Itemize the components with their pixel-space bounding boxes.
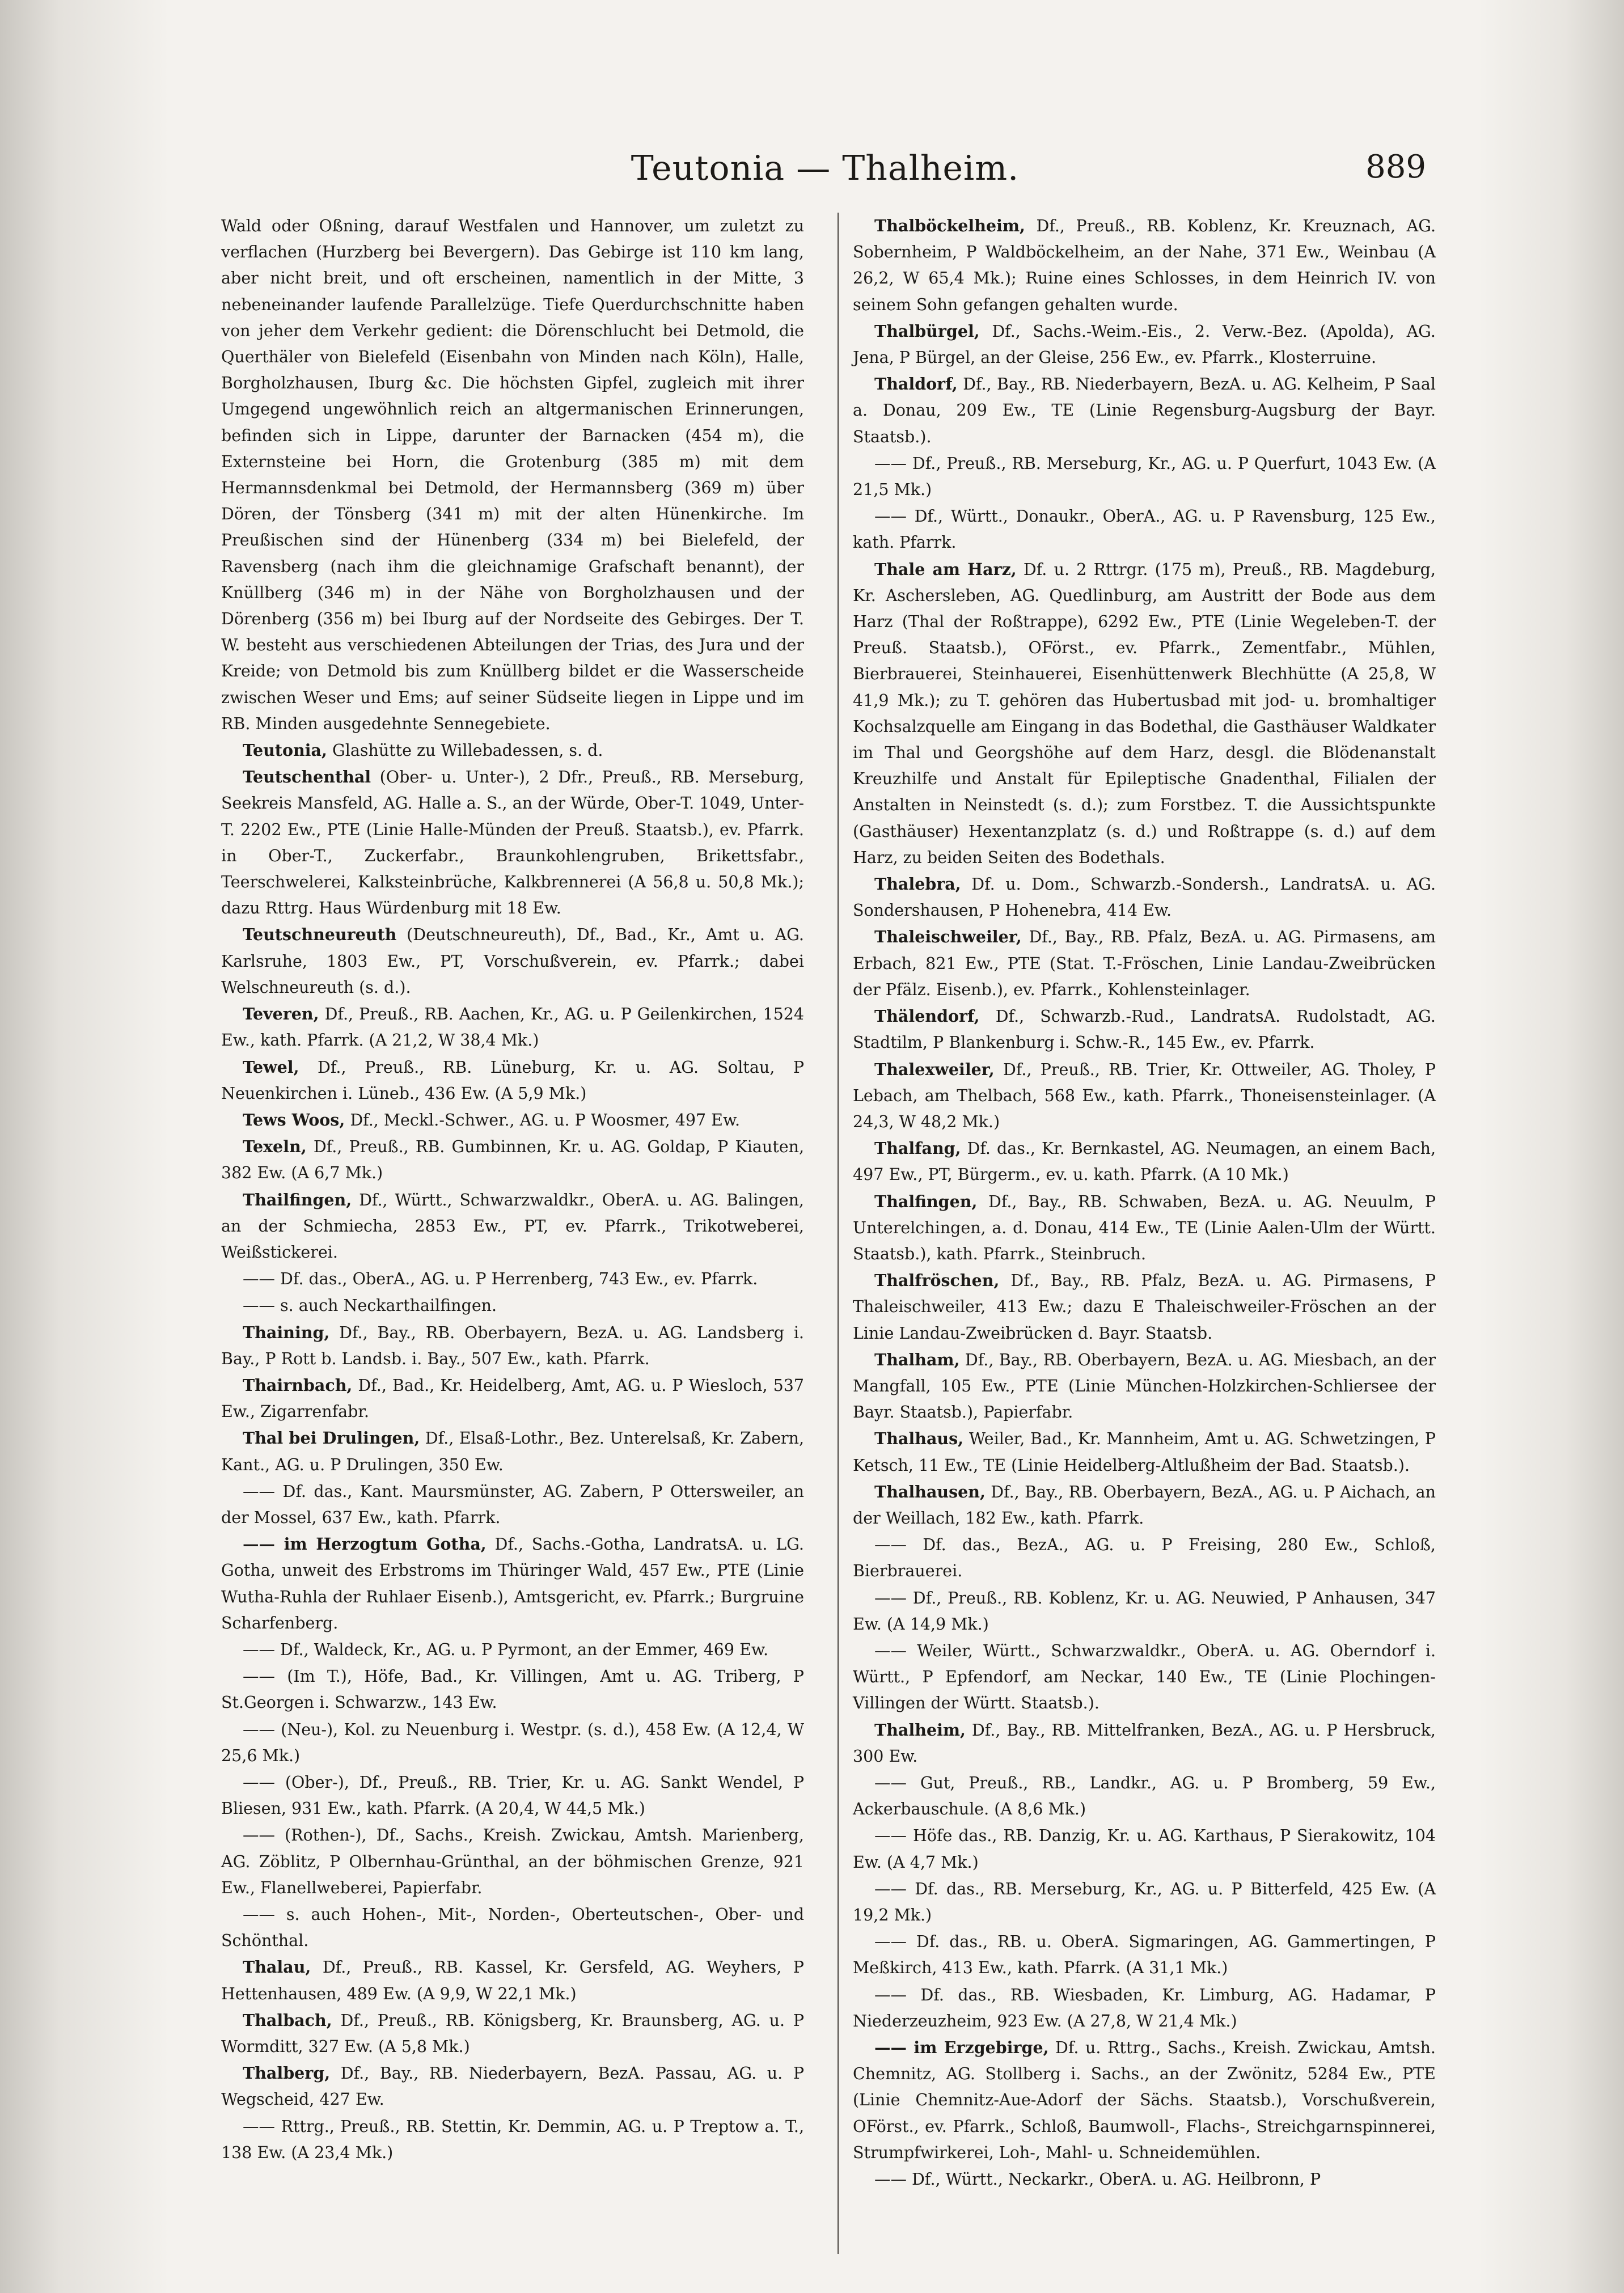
page-title: Teutonia — Thalheim. bbox=[631, 149, 1020, 188]
right-column bbox=[853, 213, 1436, 2193]
entry-headword: Thalhaus, bbox=[874, 1429, 964, 1449]
dictionary-entry bbox=[853, 1928, 1436, 1981]
entry-headword: Thaining, bbox=[243, 1322, 330, 1342]
entry-headword: Thalfang, bbox=[874, 1139, 961, 1158]
entry-headword: Thailfingen, bbox=[243, 1190, 352, 1209]
entry-text: Df. u. 2 Rttrgr. (175 m), Preuß., RB. Magdeburg, Kr. Aschersleben, AG. Quedlinburg, am Austritt der Bode aus dem Harz (Thal der Roßtrappe), 6292 Ew., PTE (Linie Wegeleben-T. der Preuß. Staatsb.), OFörst., ev. Pfarrk., Zementfabr., Mühlen, Bierbrauerei, Steinhauerei, Eisenhüttenwerk Blechhütte (A 25,8, W 41,9 Mk.); zu T. gehören das Hubertusbad mit jod- u. bromhaltiger Kochsalzquelle am Eingang in das Bodethal, die Gasthäuser Waldkater im Thal und Georgshöhe auf dem Harz, desgl. die Blödenanstalt Kreuzhilfe und Anstalt für Epileptische Gnadenthal, Filialen der Anstalten in Neinstedt (s. d.); zum Forstbez. T. die Aussichtspunkte (Gasthäuser) Hexentanzplatz (s. d.) und Roßtrappe (s. d.) auf dem Harz, zu beiden Seiten des Bodethals. bbox=[853, 560, 1436, 867]
dictionary-entry bbox=[853, 213, 1436, 318]
entry-headword: —— im Herzogtum Gotha, bbox=[243, 1534, 487, 1554]
scan-edge-left bbox=[0, 0, 170, 2293]
entry-text: —— s. auch Hohen-, Mit-, Norden-, Oberteutschen-, Ober- und Schönthal. bbox=[221, 1905, 804, 1951]
entry-text: Df., Bay., RB. Oberbayern, BezA. u. AG. Miesbach, an der Mangfall, 105 Ew., PTE (Linie München-Holzkirchen-Schliersee der Bayr. Staatsb.), Papierfabr. bbox=[853, 1350, 1436, 1422]
entry-text: Df., Preuß., RB. Koblenz, Kr. Kreuznach, AG. Sobernheim, P Waldböckelheim, an der Nahe, 371 Ew., Weinbau (A 26,2, W 65,4 Mk.); Ruine eines Schlosses, in dem Heinrich IV. von seinem Sohn gefangen gehalten wurde. bbox=[853, 217, 1436, 314]
entry-text: Df., Preuß., RB. Lüneburg, Kr. u. AG. Soltau, P Neuenkirchen i. Lüneb., 436 Ew. (A 5,9 Mk.) bbox=[221, 1057, 804, 1103]
entry-headword: Thairnbach, bbox=[243, 1375, 353, 1395]
entry-headword: Thalberg, bbox=[243, 2063, 331, 2083]
dictionary-entry bbox=[853, 1056, 1436, 1136]
entry-headword: Texeln, bbox=[243, 1137, 307, 1157]
entry-text: —— Gut, Preuß., RB., Landkr., AG. u. P Bromberg, 59 Ew., Ackerbauschule. (A 8,6 Mk.) bbox=[853, 1773, 1436, 1819]
entry-text: Df., Sachs.-Gotha, LandratsA. u. LG. Gotha, unweit des Erbstroms im Thüringer Wald, 457 Ew., PTE (Linie Wutha-Ruhla der Ruhlaer Eisenb.), Amtsgericht, ev. Pfarrk.; Burgruine Scharfenberg. bbox=[221, 1535, 804, 1632]
dictionary-entry bbox=[853, 1770, 1436, 1822]
entry-text: Df., Meckl.-Schwer., AG. u. P Woosmer, 497 Ew. bbox=[350, 1110, 741, 1129]
dictionary-entry bbox=[221, 1901, 804, 1954]
entry-text: —— Höfe das., RB. Danzig, Kr. u. AG. Karthaus, P Sierakowitz, 104 Ew. (A 4,7 Mk.) bbox=[853, 1826, 1436, 1872]
dictionary-entry bbox=[853, 1425, 1436, 1478]
dictionary-entry bbox=[221, 213, 804, 737]
dictionary-entry bbox=[853, 1347, 1436, 1426]
dictionary-entry bbox=[221, 1266, 804, 1292]
dictionary-entry bbox=[853, 1585, 1436, 1638]
dictionary-entry bbox=[853, 871, 1436, 924]
dictionary-entry bbox=[221, 921, 804, 1001]
entry-headword: Thale am Harz, bbox=[874, 559, 1017, 579]
entry-headword: Thalau, bbox=[243, 1957, 311, 1977]
dictionary-entry bbox=[221, 1292, 804, 1319]
entry-headword: Thalbürgel, bbox=[874, 321, 980, 341]
entry-headword: Thalbach, bbox=[243, 2010, 332, 2030]
entry-text: Df., Preuß., RB. Trier, Kr. Ottweiler, AG. Tholey, P Lebach, am Thelbach, 568 Ew., kath. Pfarrk., Thoneisensteinlager. (A 24,3, W 48,2 Mk.) bbox=[853, 1060, 1436, 1131]
entry-headword: Thaleischweiler, bbox=[874, 927, 1022, 947]
dictionary-entry bbox=[853, 503, 1436, 556]
entry-text: —— Df. das., OberA., AG. u. P Herrenberg, 743 Ew., ev. Pfarrk. bbox=[243, 1270, 758, 1289]
dictionary-entry bbox=[221, 1187, 804, 1266]
entry-text: Df., Bay., RB. Niederbayern, BezA. u. AG. Kelheim, P Saal a. Donau, 209 Ew., TE (Linie Regensburg-Augsburg der Bayr. Staatsb.). bbox=[853, 375, 1436, 446]
entry-text: —— Weiler, Württ., Schwarzwaldkr., OberA. u. AG. Oberndorf i. Württ., P Epfendorf, am Neckar, 140 Ew., TE (Linie Plochingen-Villingen der Württ. Staatsb.). bbox=[853, 1641, 1436, 1713]
entry-headword: Teveren, bbox=[243, 1004, 319, 1024]
dictionary-entry bbox=[853, 318, 1436, 371]
entry-text: Df., Bay., RB. Niederbayern, BezA. Passau, AG. u. P Wegscheid, 427 Ew. bbox=[221, 2064, 804, 2109]
entry-headword: Tews Woos, bbox=[243, 1110, 345, 1129]
dictionary-entry bbox=[853, 2034, 1436, 2166]
dictionary-entry bbox=[221, 1054, 804, 1107]
dictionary-entry bbox=[853, 450, 1436, 503]
entry-headword: Thalham, bbox=[874, 1349, 960, 1369]
entry-text: —— Df., Waldeck, Kr., AG. u. P Pyrmont, an der Emmer, 469 Ew. bbox=[243, 1640, 769, 1659]
dictionary-entry bbox=[221, 1636, 804, 1663]
entry-text: Df. u. Rttrg., Sachs., Kreish. Zwickau, Amtsh. Chemnitz, AG. Stollberg i. Sachs., an der Zwönitz, 5284 Ew., PTE (Linie Chemnitz-Aue-Adorf der Sächs. Staatsb.), Vorschußverein, OFörst., ev. Pfarrk., Schloß, Baumwoll-, Flachs-, Streichgarnspinnerei, Strumpfwirkerei, Loh-, Mahl- u. Schneidemühlen. bbox=[853, 2038, 1436, 2162]
entry-text: Df., Preuß., RB. Königsberg, Kr. Braunsberg, AG. u. P Wormditt, 327 Ew. (A 5,8 Mk.) bbox=[221, 2011, 804, 2057]
scan-edge-right bbox=[1477, 0, 1624, 2293]
dictionary-entry bbox=[853, 1717, 1436, 1770]
entry-text: Df., Bay., RB. Pfalz, BezA. u. AG. Pirmasens, am Erbach, 821 Ew., PTE (Stat. T.-Fröschen, Linie Landau-Zweibrücken der Pfälz. Eisenb.), ev. Pfarrk., Kohlensteinlager. bbox=[853, 928, 1436, 999]
entry-text: Df., Bay., RB. Oberbayern, BezA., AG. u. P Aichach, an der Weillach, 182 Ew., kath. Pfarrk. bbox=[853, 1482, 1436, 1528]
dictionary-entry bbox=[853, 1822, 1436, 1875]
entry-text: —— Df. das., RB. u. OberA. Sigmaringen, AG. Gammertingen, P Meßkirch, 413 Ew., kath. Pfarrk. (A 31,1 Mk.) bbox=[853, 1932, 1436, 1978]
entry-text: —— (Ober-), Df., Preuß., RB. Trier, Kr. u. AG. Sankt Wendel, P Bliesen, 931 Ew., kath. Pfarrk. (A 20,4, W 44,5 Mk.) bbox=[221, 1772, 804, 1818]
entry-text: Df., Bay., RB. Pfalz, BezA. u. AG. Pirmasens, P Thaleischweiler, 413 Ew.; dazu E Thaleischweiler-Fröschen an der Linie Landau-Zweibrücken d. Bayr. Staatsb. bbox=[853, 1271, 1436, 1343]
dictionary-entry bbox=[221, 764, 804, 921]
page-header bbox=[224, 149, 1426, 194]
dictionary-entry bbox=[221, 1954, 804, 2007]
dictionary-entry bbox=[853, 1982, 1436, 2034]
dictionary-entry bbox=[221, 1372, 804, 1425]
dictionary-entry bbox=[853, 924, 1436, 1003]
entry-text: —— Df. das., BezA., AG. u. P Freising, 280 Ew., Schloß, Bierbrauerei. bbox=[853, 1535, 1436, 1581]
dictionary-entry bbox=[221, 1531, 804, 1636]
entry-text: Df., Preuß., RB. Kassel, Kr. Gersfeld, AG. Weyhers, P Hettenhausen, 489 Ew. (A 9,9, W 22,1 Mk.) bbox=[221, 1958, 804, 2003]
dictionary-entry bbox=[853, 1876, 1436, 1928]
entry-text: Df., Württ., Schwarzwaldkr., OberA. u. AG. Balingen, an der Schmiecha, 2853 Ew., PT, ev. Pfarrk., Trikotweberei, Weißstickerei. bbox=[221, 1190, 804, 1262]
entry-headword: Thal bei Drulingen, bbox=[243, 1428, 420, 1448]
entry-text: —— (Im T.), Höfe, Bad., Kr. Villingen, Amt u. AG. Triberg, P St.Georgen i. Schwarzw., 143 Ew. bbox=[221, 1667, 804, 1712]
entry-headword: —— im Erzgebirge, bbox=[874, 2038, 1049, 2058]
dictionary-entry bbox=[853, 1532, 1436, 1584]
dictionary-entry bbox=[221, 1133, 804, 1186]
entry-text: Df., Preuß., RB. Aachen, Kr., AG. u. P Geilenkirchen, 1524 Ew., kath. Pfarrk. (A 21,2, W 38,4 Mk.) bbox=[221, 1005, 805, 1050]
page-number: 889 bbox=[1365, 149, 1426, 185]
entry-headword: Thalfröschen, bbox=[874, 1271, 1000, 1291]
entry-text: —— (Neu-), Kol. zu Neuenburg i. Westpr. (s. d.), 458 Ew. (A 12,4, W 25,6 Mk.) bbox=[221, 1720, 804, 1765]
entry-text: —— s. auch Neckarthailfingen. bbox=[243, 1296, 497, 1315]
entry-text: Wald oder Oßning, darauf Westfalen und Hannover, um zuletzt zu verflachen (Hurzberg bei Bevergern). Das Gebirge ist 110 km lang, aber nicht breit, und oft erscheinen, namentlich in der Mitte, 3 nebeneinander laufende Parallelzüge. Tiefe Querdurchschnitte haben von jeher dem Verkehr gedient: die Dörenschlucht bei Detmold, die Querthäler von Bielefeld (Eisenbahn von Minden nach Köln), Halle, Borgholzhausen, Iburg &c. Die höchsten Gipfel, zugleich mit ihrer Umgegend ungewöhnlich reich an altgermanischen Erinnerungen, befinden sich in Lippe, darunter der Barnacken (454 m), die Externsteine bei Horn, die Grotenburg (385 m) mit dem Hermannsdenkmal bei Detmold, der Hermannsberg (369 m) über Dören, der Tönsberg (341 m) mit der alten Hünenkirche. Im Preußischen sind der Hünenberg (334 m) bei Bielefeld, der Ravensberg (nach ihm die gleichnamige Grafschaft benannt), der Knüllberg (346 m) in der Nähe von Borgholzhausen und der Dörenberg (356 m) bei Iburg auf der Nordseite des Gebirges. Der T. W. besteht aus verschiedenen Abteilungen der Trias, des Jura und der Kreide; von Detmold bis zum Knüllberg bildet er die Wasserscheide zwischen Weser und Ems; auf seiner Südseite liegen in Lippe und im RB. Minden ausgedehnte Sennegebiete. bbox=[221, 217, 804, 733]
dictionary-entry bbox=[221, 1663, 804, 1716]
dictionary-entry bbox=[853, 1003, 1436, 1056]
entry-text: —— Df., Preuß., RB. Merseburg, Kr., AG. u. P Querfurt, 1043 Ew. (A 21,5 Mk.) bbox=[853, 454, 1436, 500]
entry-text: —— Df. das., RB. Wiesbaden, Kr. Limburg, AG. Hadamar, P Niederzeuzheim, 923 Ew. (A 27,8, W 21,4 Mk.) bbox=[853, 1985, 1436, 2030]
entry-headword: Thälendorf, bbox=[874, 1006, 980, 1026]
entry-text: Df., Bay., RB. Oberbayern, BezA. u. AG. Landsberg i. Bay., P Rott b. Landsb. i. Bay., 507 Ew., kath. Pfarrk. bbox=[221, 1323, 804, 1368]
dictionary-entry bbox=[221, 737, 804, 764]
entry-headword: Teutschenthal bbox=[243, 767, 371, 787]
dictionary-entry bbox=[221, 1769, 804, 1822]
entry-text: Df., Bay., RB. Schwaben, BezA. u. AG. Neuulm, P Unterelchingen, a. d. Donau, 414 Ew., TE (Linie Aalen-Ulm der Württ. Staatsb.), kath. Pfarrk., Steinbruch. bbox=[853, 1192, 1436, 1263]
dictionary-entry bbox=[853, 1135, 1436, 1188]
column-divider bbox=[838, 213, 839, 2254]
dictionary-entry bbox=[221, 1425, 804, 1478]
entry-text: Df., Bad., Kr. Heidelberg, Amt, AG. u. P Wiesloch, 537 Ew., Zigarrenfabr. bbox=[221, 1376, 805, 1422]
dictionary-entry bbox=[221, 1319, 804, 1372]
entry-text: Df., Bay., RB. Mittelfranken, BezA., AG. u. P Hersbruck, 300 Ew. bbox=[853, 1720, 1436, 1766]
entry-headword: Thalfingen, bbox=[874, 1191, 978, 1211]
dictionary-entry bbox=[221, 1107, 804, 1133]
entry-text: —— Df., Württ., Neckarkr., OberA. u. AG. Heilbronn, P bbox=[874, 2170, 1321, 2189]
dictionary-entry bbox=[853, 2166, 1436, 2193]
entry-text: —— Df. das., RB. Merseburg, Kr., AG. u. P Bitterfeld, 425 Ew. (A 19,2 Mk.) bbox=[853, 1879, 1436, 1924]
entry-text: (Deutschneureuth), Df., Bad., Kr., Amt u. AG. Karlsruhe, 1803 Ew., PT, Vorschußverein, ev. Pfarrk.; dabei Welschneureuth (s. d.). bbox=[221, 925, 804, 997]
entry-text: Df. u. Dom., Schwarzb.-Sondersh., LandratsA. u. AG. Sondershausen, P Hohenebra, 414 Ew. bbox=[853, 875, 1436, 920]
entry-headword: Thalebra, bbox=[874, 874, 961, 894]
dictionary-entry bbox=[221, 2113, 804, 2166]
entry-text: —— Df., Württ., Donaukr., OberA., AG. u. P Ravensburg, 125 Ew., kath. Pfarrk. bbox=[853, 507, 1436, 552]
entry-headword: Tewel, bbox=[243, 1057, 299, 1077]
entry-headword: Teutschneureuth bbox=[243, 925, 397, 945]
entry-headword: Thalböckelheim, bbox=[874, 216, 1025, 235]
entry-text: (Ober- u. Unter-), 2 Dfr., Preuß., RB. Merseburg, Seekreis Mansfeld, AG. Halle a. S., an der Würde, Ober-T. 1049, Unter-T. 2202 Ew., PTE (Linie Halle-Münden der Preuß. Staatsb.), ev. Pfarrk. in Ober-T., Zuckerfabr., Braunkohlengruben, Brikettsfabr., Teerschwelerei, Kalksteinbrüche, Kalkbrennerei (A 56,8 u. 50,8 Mk.); dazu Rttrg. Haus Würdenburg mit 18 Ew. bbox=[221, 768, 805, 918]
entry-text: Df., Elsaß-Lothr., Bez. Unterelsaß, Kr. Zabern, Kant., AG. u. P Drulingen, 350 Ew. bbox=[221, 1429, 805, 1474]
dictionary-entry bbox=[221, 1716, 804, 1769]
dictionary-entry bbox=[853, 1188, 1436, 1268]
dictionary-entry bbox=[853, 1267, 1436, 1347]
dictionary-entry bbox=[221, 2060, 804, 2113]
entry-headword: Thalexweiler, bbox=[874, 1059, 995, 1079]
entry-text: Glashütte zu Willebadessen, s. d. bbox=[332, 741, 603, 760]
dictionary-entry bbox=[221, 1822, 804, 1901]
dictionary-entry bbox=[853, 371, 1436, 450]
dictionary-entry bbox=[853, 1638, 1436, 1717]
entry-text: Df., Schwarzb.-Rud., LandratsA. Rudolstadt, AG. Stadtilm, P Blankenburg i. Schw.-R., 145 Ew., ev. Pfarrk. bbox=[853, 1007, 1436, 1052]
dictionary-entry bbox=[853, 1479, 1436, 1532]
entry-text: —— Rttrg., Preuß., RB. Stettin, Kr. Demmin, AG. u. P Treptow a. T., 138 Ew. (A 23,4 Mk.) bbox=[221, 2117, 804, 2162]
dictionary-entry bbox=[221, 1478, 804, 1531]
entry-text: Weiler, Bad., Kr. Mannheim, Amt u. AG. Schwetzingen, P Ketsch, 11 Ew., TE (Linie Heidelberg-Altlußheim der Bad. Staatsb.). bbox=[853, 1429, 1436, 1475]
entry-text: —— Df. das., Kant. Maursmünster, AG. Zabern, P Ottersweiler, an der Mossel, 637 Ew., kath. Pfarrk. bbox=[221, 1482, 804, 1527]
entry-headword: Thalhausen, bbox=[874, 1482, 986, 1501]
entry-text: Df., Sachs.-Weim.-Eis., 2. Verw.-Bez. (Apolda), AG. Jena, P Bürgel, an der Gleise, 256 Ew., ev. Pfarrk., Klosterruine. bbox=[853, 321, 1436, 367]
entry-headword: Teutonia, bbox=[243, 741, 327, 760]
entry-text: —— (Rothen-), Df., Sachs., Kreish. Zwickau, Amtsh. Marienberg, AG. Zöblitz, P Olbernhau-Grünthal, an der böhmischen Grenze, 921 Ew., Flanellweberei, Papierfabr. bbox=[221, 1826, 804, 1897]
entry-text: Df., Preuß., RB. Gumbinnen, Kr. u. AG. Goldap, P Kiauten, 382 Ew. (A 6,7 Mk.) bbox=[221, 1137, 805, 1183]
entry-headword: Thaldorf, bbox=[874, 374, 958, 394]
entry-text: —— Df., Preuß., RB. Koblenz, Kr. u. AG. Neuwied, P Anhausen, 347 Ew. (A 14,9 Mk.) bbox=[853, 1588, 1436, 1634]
entry-headword: Thalheim, bbox=[874, 1720, 966, 1740]
entry-text: Df. das., Kr. Bernkastel, AG. Neumagen, an einem Bach, 497 Ew., PT, Bürgerm., ev. u. kath. Pfarrk. (A 10 Mk.) bbox=[853, 1139, 1436, 1184]
dictionary-entry bbox=[853, 556, 1436, 871]
dictionary-entry bbox=[221, 2007, 804, 2060]
left-column bbox=[221, 213, 804, 2166]
dictionary-entry bbox=[221, 1001, 804, 1054]
